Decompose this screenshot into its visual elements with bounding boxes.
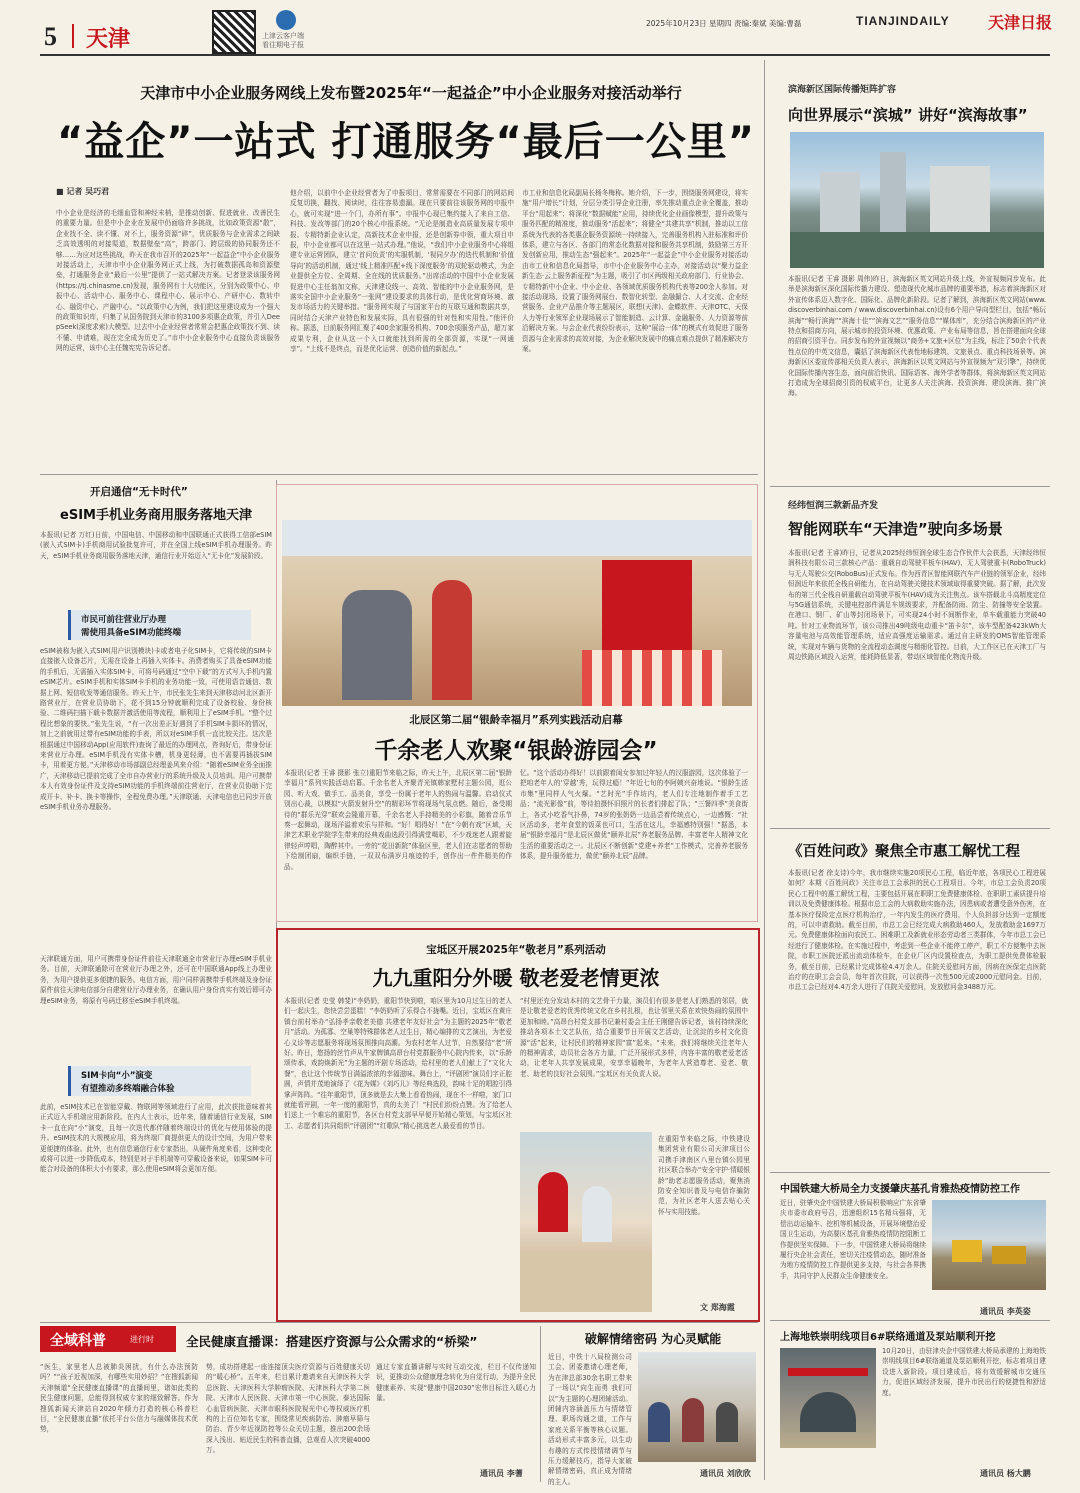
volunteer-credit: 文 郑海霞 bbox=[700, 1303, 735, 1312]
metro-credit: 通讯员 杨大鹏 bbox=[980, 1469, 1031, 1478]
chongyang-col1: 本报讯(记者 史莹 韩斐)“李奶奶，重阳节快到啦，咱区里为10月过生日的老人们一起庆生，您快尝尝蛋糕！”李奶奶听了乐得合不拢嘴。近日，宝坻区在黄庄镇台前村举办“弘扬孝亲敬老美德 共建老年友好社会”为主题的2025年“敬老月”活动。为孤寡、空巢等特殊群体老人过生日，精心编排的文艺演出，为老爱心义诊等志愿服务将现场氛围推向高潮。为农村老年人过节，自然要结“老”所好。昨日，悠扬的丝竹声从牛家牌镇高昂台村党群服务中心院内传来，以“乐龄颂传承，戏韵焕新光”为主题的评剧专场活动，给村里的老人们献上了“文化大餐”，也让这个传统节日满溢浓浓的幸福滋味。舞台上，“评剧团”演员们字正腔圆，声情并茂地演绎了《花为媒》《刘巧儿》等经典选段，韵味十足的唱腔引得掌声阵阵。“往年重阳节，顶多就是去大集上看看热闹，现在不一样啦，家门口就能看评剧，一年一度的重阳节，真的太美了！”村民们纷纷点赞。为了给老人们送上一个难忘的重阳节，各区台村党支部早早便开始精心策划，与宝坻区社工、志愿者们共同组织“评剧团”“红歌队”精心挑选老人最爱看的节目。 bbox=[284, 997, 512, 1130]
binhai-headline: 向世界展示“滨城” 讲好“滨海故事” bbox=[788, 106, 1028, 124]
baixing-text: 本报讯(记者 徐支诗)今年，我市继续实施20项民心工程，临近年底，各项民心工程进展如何？本期《百姓问政》关注市总工会承担的民心工程项目。今年，市总工会负责20项民心工程中的惠工解忧工程，主要包括开展在职职工免费健康体检、在职职工素质提升培训以及免费健康体检。根据市总工会的大病救助实施办法，因患病或者遭受意外伤害，在基本医疗保险定点医疗机构治疗，一年内发生的医疗费用，个人负担部分达到一定额度的，可以申请救助。截至目前，市总工会已经完成大病救助460人，发放救助金1697万元。免费健康体检面向农民工、困难职工及新就业形态劳动者三类群体，今年市总工会已经进行了健康体检。在实施过程中，考虑到一些企业不能停工停产，职工不方便集中去医院，市职工医院还派出流动体检车，在企业厂区内设置检查点，为职工提供免费体检服务，截至目前，已经累计完成体检4.4万余人。住院关爱慰问方面，因病在医保定点医院治疗的在职工会会员，每年首次住院，可以获得一次性500元或2000元慰问金。目前，市总工会已经对4.4万余人进行了住院关爱慰问，发放慰问金3488万元。 bbox=[788, 869, 1046, 992]
app-promo: 上津云客户端 看往期电子报 bbox=[262, 32, 304, 49]
chongyang-headline: 九九重阳分外暖 敬老爱老情更浓 bbox=[372, 966, 660, 990]
lead-col3: 市工业和信息化局副局长杨冬梅称。她介绍，下一步，围绕服务网建设，将实施“用户增长”计划，分层分类引导企业注册，率先推动重点企业全覆盖，推动平台“用起来”；将深化“数据赋能”应用，持续优化企业画像模型，提升政策与服务匹配的精准度，推动服务“活起来”；将健全“共建共享”机制，推动以工信系统为代表的各类惠企服务资源统一持续接入，完善服务机构入驻标准和评价体系，建立与各区、各部门的常态化数据对接和服务共享机制，鼓励第三方开发创新应用，推动生态“强起来”。2025年“一起益企”中小企业服务对接活动由市工业和信息化局指导，市中小企业服务中心主办，对接活动以“聚力益企新生态·云上服务新征程”为主题，吸引了市区两级相关政府部门、行业协会、专精特新中小企业、中小企业、各领域优质服务机构代表等200余人参加。对接活动现场，设置了服务网展台、数智化转型、金融撮合、人才交流、企业经营服务、企业产品推介等主题展区，联想(天津)、金蝶软件、天津OTC、天保人力等行业领军企业现场展示了智能制造、云计算、金融服务、人力资源等前沿解决方案。与会企业代表纷纷表示，这种“展洽一体”的模式有效促进了服务资源与企业需求的高效对接，为企业解决发展中的痛点难点提供了精准解决方案。 bbox=[522, 189, 748, 354]
rail-credit: 通讯员 李英姿 bbox=[980, 1307, 1031, 1316]
esim-kicker: 开启通信“无卡时代” bbox=[90, 486, 188, 498]
rule-bottom bbox=[40, 1322, 758, 1323]
rule-right-3 bbox=[770, 1172, 1050, 1173]
smartcar-kicker: 经纬恒润三款新品齐发 bbox=[788, 501, 879, 511]
esim-text: 本报讯(记者 万红)日前，中国电信、中国移动和中国联通正式获得工信部eSIM(嵌入式SIM卡)手机商用试验批复许可，并在全国上线eSIM手机办理服务。昨天，eSIM手机业务商用服务落地天津，通信行业开始迈入“无卡化”发展阶段。 bbox=[40, 531, 272, 560]
mental-credit: 通讯员 刘欣欣 bbox=[700, 1469, 751, 1478]
feature-kicker: 北辰区第二届“银龄幸福月”系列实践活动启幕 bbox=[409, 714, 623, 726]
feature-col1: 本报讯(记者 王睿 摄影 张立)重阳节来临之际，昨天上午，北辰区第二届“银龄幸福月”系列实践活动启幕。千余名老人齐聚青光镇韩家墅村主题公园，逛公园、听大戏、做手工、品美食，享受一份属于老年人的热闹与温馨。启动仪式别出心裁，以模拟“火箭发射升空”的精彩环节将现场气氛点燃。随后，备受期待的“群乐光穿”联欢会隆重开幕，千余名老人手持精美的小彩旗，随着音乐节奏一起舞动，现场洋溢着欢乐与祥和。“好！唱得好！”在“今朝有戏”区域，天津艺术职业学院学生带来的经典戏曲选段引得满堂喝彩，不少戏迷老人跟着旋律轻声哼唱，陶醉其中。一旁的“花田新院”体验区里，老人们在志愿者的帮助下绘制团扇，编织手链，一双双布满岁月痕迹的手，创作出一件件精美的作品。 bbox=[284, 769, 512, 871]
volunteer-caption: 在重阳节来临之际，中铁建设集团营业有限公司天津项目公司携手津南区八里台镇公园里社区联合举办“安全守护·情暖银龄”助老志愿服务活动，聚焦消防安全知识普及与电信诈骗防范，为社区老年人送去贴心关怀与实用技能。 bbox=[658, 1135, 750, 1216]
esim-text-2: eSIM被称为嵌入式SIM(用户识别模块)卡或者电子化SIM卡，它将传统的SIM卡直接嵌入设备芯片，无需在设备上再插入实体卡。消费者购买了具备eSIM功能的手机后，无需插入实体SIM卡，可将号码通过“空中下载”的方式写入手机内置eSIM芯片。eSIM手机和实体SIM卡手机的业务功能一致，可使用语音通信、数据上网、短信收发等通信服务。昨天上午，市民张先生来到天津移动河北区新开路营业厅，在营业员协助下，花不到15分钟就顺利完成了设备校验、身份核验、二维码扫描下载卡数据并激活使用等流程，顺利用上了eSIM手机。“整个过程比想象的要快。”张先生说，“有一次出差正好遇到了手机SIM卡损坏的情况，加上之前就用过带有eSIM功能的手表，所以对eSIM手机一直比较关注。这次是根据通过中国移动App(应用软件)查询了最近的办理网点，咨询好后，带身份证来营业厅办理。eSIM手机没有实体卡槽，机身更轻薄，也不需要再插拔SIM卡，用着更方便。”天津移动市场部副总经理姜风来介绍：“随着eSIM业务全面推广，天津移动已提前完成了全市自办营业厅的系统升级及人员培训。用户可携带本人有效身份证件及支持eSIM功能的手机终端前往营业厅，在营业员协助下完成开卡、补卡、换卡等操作，全程免费办理。”天津联通、天津电信也已同步开放eSIM手机业务办理服务。 bbox=[40, 647, 272, 812]
metro-headline: 上海地铁崇明线项目6#联络通道及泵站顺利开挖 bbox=[780, 1332, 996, 1343]
rail-kicker: 中国铁建大桥局全力支援肇庆基孔肯雅热疫情防控工作 bbox=[780, 1184, 1020, 1195]
science-col2: 势，成功搭建起一座连接顶尖医疗资源与百姓健康关切的“暖心桥”。五年来，栏目累计邀请来自天津医科大学总医院、天津医科大学肿瘤医院、天津医科大学第二医院、天津市人民医院、天津市第一中心医院、泰达国际心血管病医院、天津市眼科医院视光中心等权威医疗机构的上百位知名专家，围绕常见疾病防治、肿瘤早筛与防治、青少年近视防控等公众关切主题，推出200余场深入浅出、贴近民生的科普直播，总观看人次突破4000万。 bbox=[206, 1363, 370, 1455]
science-credit: 通讯员 李蓍 bbox=[480, 1469, 523, 1478]
mental-photo bbox=[638, 1352, 756, 1462]
esim-headline: eSIM手机业务商用服务落地天津 bbox=[60, 508, 252, 523]
metro-text: 10月20日，由驻津央企中国铁建大桥局承建的上海地铁崇明线项目6#联络通道及泵站顺利开挖，标志着项目建设进入新阶段。项目建成后，将有效缓解城市交通压力，促进区域经济发展，提升市民出行的便捷性和舒适度。 bbox=[882, 1347, 1046, 1397]
lead-kicker: 天津市中小企业服务网线上发布暨2025年“一起益企”中小企业服务对接活动举行 bbox=[140, 84, 682, 102]
binhai-photo bbox=[790, 132, 1044, 268]
science-headline: 全民健康直播课：搭建医疗资源与公众需求的“桥梁” bbox=[186, 1334, 478, 1349]
esim-text-3: 天津联通方面，用户可携带身份证件前往天津联通全市营业厅办理eSIM手机业务。目前，天津联通除可在营业厅办理之外，还可在中国联通App线上办理业务，为用户提供更多便捷的服务。电信方面，用户同样需携带手机终端及身份证原件前往天津电信部分自建营业厅办理业务，在确认用户身份真实有效后即可办理eSIM业务，将原有号码迁移至eSIM手机终端。 bbox=[40, 955, 272, 1005]
rail-text: 近日，驻肇央企中国铁建大桥局积极响应广东省肇庆市委市政府号召，迅速组织15名精兵强将，无偿出动运输车、挖机等机械设备，开展环境整治爱国卫生运动，为高要区基孔肯雅热疫情防控阻断工作提供坚实保障。下一步，中国铁建大桥局将继续履行央企社会责任，密切关注疫情动态，随时准备为地方疫情防控工作提供更多支持，与社会各界携手，共同守护人民群众生命健康安全。 bbox=[780, 1199, 926, 1280]
baixing-headline: 《百姓问政》聚焦全市惠工解忧工程 bbox=[788, 844, 1020, 860]
feature-col2: 忆。“这个活动办得好！以前跟着闺女参加过年轻人的汉服游园，这次体验了一把咱老年人的‘穿越’秀，玩得过瘾！”年近七旬的李阿姨兴奋地说。“银龄生活市集”里同样人气火爆。“艺时光”手作坊内，老人们专注地制作着手工艺品；“流光影像”前，等待拍摄怀旧照片的长者们排起了队；“三餐四季”美食街上，各式小吃香气扑鼻，74岁的张奶奶一边品尝着传统点心，一边感慨：“社区活动多，老年食堂的饭菜也可口，生活在这儿，幸福感特别强！”据悉，本届“银龄幸福月”是北辰区做优“颐养北辰”养老服务品牌、丰富老年人精神文化生活的重要活动之一。北辰区不断创新“党建+养老”工作模式，完善养老服务体系，提升服务能力，做优“颐养北辰”品牌。 bbox=[520, 769, 748, 861]
esim-subhead-2: SIM卡向“小”演变 有望推动多终端融合体验 bbox=[68, 1066, 251, 1096]
volunteer-photo bbox=[520, 1132, 652, 1312]
lead-bottom-rule bbox=[40, 474, 758, 475]
column-rule bbox=[764, 60, 765, 1480]
mental-headline: 破解情绪密码 为心灵赋能 bbox=[584, 1332, 722, 1346]
esim-text-4: 此前，eSIM技术已在智能穿戴、物联网等领域进行了应用，此次获批意味着其正式迈入手机端应用新阶段。在内人士表示，近年来，随着通信行业发展，SIM卡一直在向“小”演变，且每一次迭代都伴随着终端设计的优化与使用体验的提升。eSIM技术的大规模应用，将为终端厂商提供更大的设计空间，为用户带来更便捷的体验。此外，也有信息通信行业专家指出，从硬件角度来看，这种变化或将可以进一步降低成本，特别是对于手机端等可穿戴设备来说，如果SIM卡可能合对设备的体积大小有要求，那么使用eSIM将会更加方便。 bbox=[40, 1103, 272, 1174]
science-col1: “医生，家里老人总被肺炎困扰，有什么办法预防吗？”“孩子近视加深，有哪些实用妙招？”在搜狐新闻天津频道“全民健康直播课”的直播间里，诸如此类的民生健康问题，总能得到权威专家的细致解答。作为搜狐新闻天津站自2020年倾力打造的核心科普栏目，“全民健康直播”依托平台公信力与融媒体技术优势， bbox=[40, 1363, 198, 1434]
rule-right-4 bbox=[770, 1320, 1050, 1321]
app-logo-icon bbox=[276, 10, 296, 30]
chongyang-kicker: 宝坻区开展2025年“敬老月”系列活动 bbox=[426, 944, 606, 956]
paper-name: TIANJINDAILY bbox=[856, 14, 950, 28]
lead-headline: “益企”一站式 打通服务“最后一公里” bbox=[56, 119, 756, 165]
masthead-rule bbox=[40, 54, 1050, 56]
paper-logo: 天津日报 bbox=[988, 13, 1053, 32]
lead-col2: 他介绍，以前中小企业经营者为了申报项目，常常需要在不同部门的网站间反复切换，翻找、阅读时，往往容易遗漏。现在只要前往该服务网的申报中心，就可实现“进一个门，办所有事”。申报中心现已集约接入了来自工信、科技、发改等部门的20个核心申报系统。“无论是制造业高质量发展专项申报、专精特新企业认定，高新技术企业申报，还是创新券申领，重大项目申报，中小企业都可以在这里一站式办理。”他说，“我们中小企业服务中心将组建专业运营团队，建立‘首问负责’的实服机制，‘视同夕办’的迭代机制和‘价值导向’的活动机制，通过‘线上精准匹配+线下深度服务’的双轮驱动模式，为企业提供全方位、全周期、全在线的优质服务。”出席活动的中国中小企业发展促进中心主任翁加文称，天津建设线一、高效、智能的中小企业服务网，是落实全国中小企业服务“一张网”建设要求的具体行动，是优化营商环境、激发市场活力的关键举措。“服务网实现了与国家平台的互联互通和数据共享，同时结合天津产业特色和发展实际，具有很强的针对性和实用性。”他评价称。据悉，目前服务网汇聚了400余家服务机构、700余项服务产品，超万家成果专利，企业从这一个入口就能找到所需的全部资源，实现“一网通享”。“上线不是终点，而是优化运营、创造价值的新起点。” bbox=[290, 189, 514, 354]
smartcar-headline: 智能网联车“天津造”驶向多场景 bbox=[788, 520, 1003, 538]
mental-text: 近日，中铁十八局检测公司工会、团委邀请心理老师，为在津总部30余名职工带来了一场以“向生而勇 我们可以”为主题的心理团辅活动。团辅内容涵盖压力与情绪管理、职场沟通之道，工作与家庭关系平衡等核心议题。活动形式丰富多元，以生动有趣的方式传授情绪调节与压力缓解技巧，指导大家破解情绪密码，真正成为情绪的主人。 bbox=[548, 1353, 632, 1486]
science-col3: 通过专家直播讲解与实时互动交流，栏目不仅传递知识，更推动公众健康理念转化为自觉行动，为提升全民健康素养、实现“健康中国2030”宏伟目标注入暖心力量。 bbox=[376, 1363, 536, 1403]
divider bbox=[72, 24, 74, 48]
esim-subhead-1: 市民可前往营业厅办理 需使用具备eSIM功能终端 bbox=[68, 610, 251, 640]
date-line: 2025年10月23日 星期四 责编:秦斌 美编:曹磊 bbox=[646, 19, 802, 28]
page-number: 5 bbox=[44, 22, 57, 51]
rule-right-1 bbox=[770, 486, 1050, 487]
chongyang-col2: “村里还充分发动本村的文艺骨干力量，演员们有很多是老人们熟悉的邻居，就是让敬老爱老的优秀传统文化在乡村扎根，也让邻里关系在欢快热闹的氛围中更加和睦。”高昂台村党支部书记兼村委会主任王刚健告诉记者，该村持续深化推动各项本土文艺队伍，结合重要节日开展文艺活动，让沉淀的乡村文化资源“活”起来，让村民们的精神家园“富”起来。“未来，我们将继续关注老年人的精神需求，动员社会各方力量，广泛开展形式多样，内容丰富的敬老爱老活动，让老年人共享发展成果，安享幸福晚年，为老年人营造尊老、爱老、敬老、助老的良好社会氛围。”宝坻区有关负责人说。 bbox=[520, 997, 748, 1078]
binhai-text: 本报讯(记者 王睿 摄影 周伟)昨日，滨海新区英文网站升级上线，外宣视频同步发布。此举是滨海新区深化国际传播力建设、塑造现代化城市品牌的重要举措，标志着滨海新区对外宣传体系迈入数字化、国际化、品牌化新阶段。记者了解到，滨海新区英文网站(www.discoverbinhai.com / www.discoverbinhai.cn)设有6个用户导向型栏目，包括“畅玩滨海”“畅行滨海”“滨海十佳”“滨海文艺”“服务信息”“媒体库”，充分结合滨海新区的产业特点和招商方向，展示城市的投资环境、优惠政策、产业布局等信息，旨在搭建面向全球的招商引资平台。同步发布的外宣视频以“商务+文旅+区位”为主线，标注了50余个代表性点位的中英文信息，囊括了滨海新区代表性地标建筑、文旅景点、重点科技场景等。滨海新区区委宣传部相关负责人表示，滨海新区以英文网站与外宣视频为“双引擎”，持续优化国际传播内容生态，面向前沿快讯、国际语客、海外学者等群体，将滨海新区英文网站打造成为全球招商引资的权威平台，让更多人关注滨海、投资滨海、建设滨海、推广滨海。 bbox=[788, 275, 1046, 398]
lead-byline: ■ 记者 吴巧君 bbox=[56, 187, 110, 196]
bottom-col-rule bbox=[540, 1326, 541, 1482]
smartcar-text: 本报讯(记者 王睿)昨日，记者从2025经纬恒润全球生态合作伙伴大会获悉，天津经纬恒润科技有限公司三款核心产品：重载自动驾驶平板车(HAV)、无人驾驶重卡(RoboTruck)与无人驾驶公交(RoboBus)正式发布。作为西青区智能网联汽车产业链的领军企业，经纬恒润近年来依托全栈自研能力，在自动驾驶关键技术领域取得重要突破。据了解，此次发布的第三代全栈自研重载自动驾驶平板车(HAV)成为关注焦点。该车搭载北斗高精度定位与5G通信系统，关键电控部件满足车规级要求，并配备防雨、防尘、防撞等安全装置。在港口、钢厂、矿山等封闭场景下，可实现24小时不间断作业，单车载重能力突破40吨。针对工业物流环节，该公司推出49吨级电动重卡“笛卡尔”，该车型配备423kWh大容量电池与高效能管理系统，适应高强度运输需求。通过自主研发的OMS智能管理系统，实现对车辆与货物的全流程动态调度与精细化管控。目前，大工作区已在天津工厂与周边铁路区域投入运营，能耗降低显著，带动区域智能化物流升级。 bbox=[788, 549, 1047, 662]
rail-photo bbox=[932, 1200, 1046, 1290]
science-badge: 全域科普 进行时 bbox=[40, 1326, 176, 1352]
lead-col1: 中小企业是经济的毛细血管和神经末梢，是推动创新、促进就业、改善民生的重要力量。但是中小企业在发展中仍面临许多挑战，比如政策资源“散”，企业找不全、读不懂、对不上，服务资源“碎”，优质服务与企业需求之间缺乏高效透明的对接渠道，数据壁垒“高”，跨部门、跨层级的协同服务还不够……为应对这些挑战，昨天在我市召开的2025年“一起益企”中小企业服务对接活动上，天津市中小企业服务网正式上线，为打破数据孤岛和资源壁垒，打通服务企业“最后一公里”提供了一站式解决方案。记者登录该服务网(https://tj.chinasme.cn)发现，服务网有十大功能区，分别为政策中心、申报中心、活动中心、服务中心、课程中心、展示中心、产研中心、数转中心、融资中心、产融中心。“以政策中心为例，我们把这里建设成为一个强大的政策知识库，归集了从国务院到天津市的3100多项惠企政策，并引入DeepSeek(深度求索)大模型。过去中小企业经营者常常会把惠企政策找不到、读不懂、申请难，现在完全成为历史了。”市中小企业服务中心直接负责该服务网的运营，该中心主任魏宪宪告诉记者。 bbox=[56, 209, 280, 353]
binhai-kicker: 滨海新区国际传播矩阵扩容 bbox=[788, 85, 897, 95]
qr-code-icon[interactable] bbox=[212, 10, 256, 54]
feature-headline: 千余老人欢聚“银龄游园会” bbox=[374, 738, 658, 764]
rule-right-2 bbox=[770, 828, 1050, 829]
feature-photo bbox=[282, 520, 752, 706]
section-name: 天津 bbox=[86, 27, 131, 52]
metro-photo bbox=[780, 1348, 876, 1448]
